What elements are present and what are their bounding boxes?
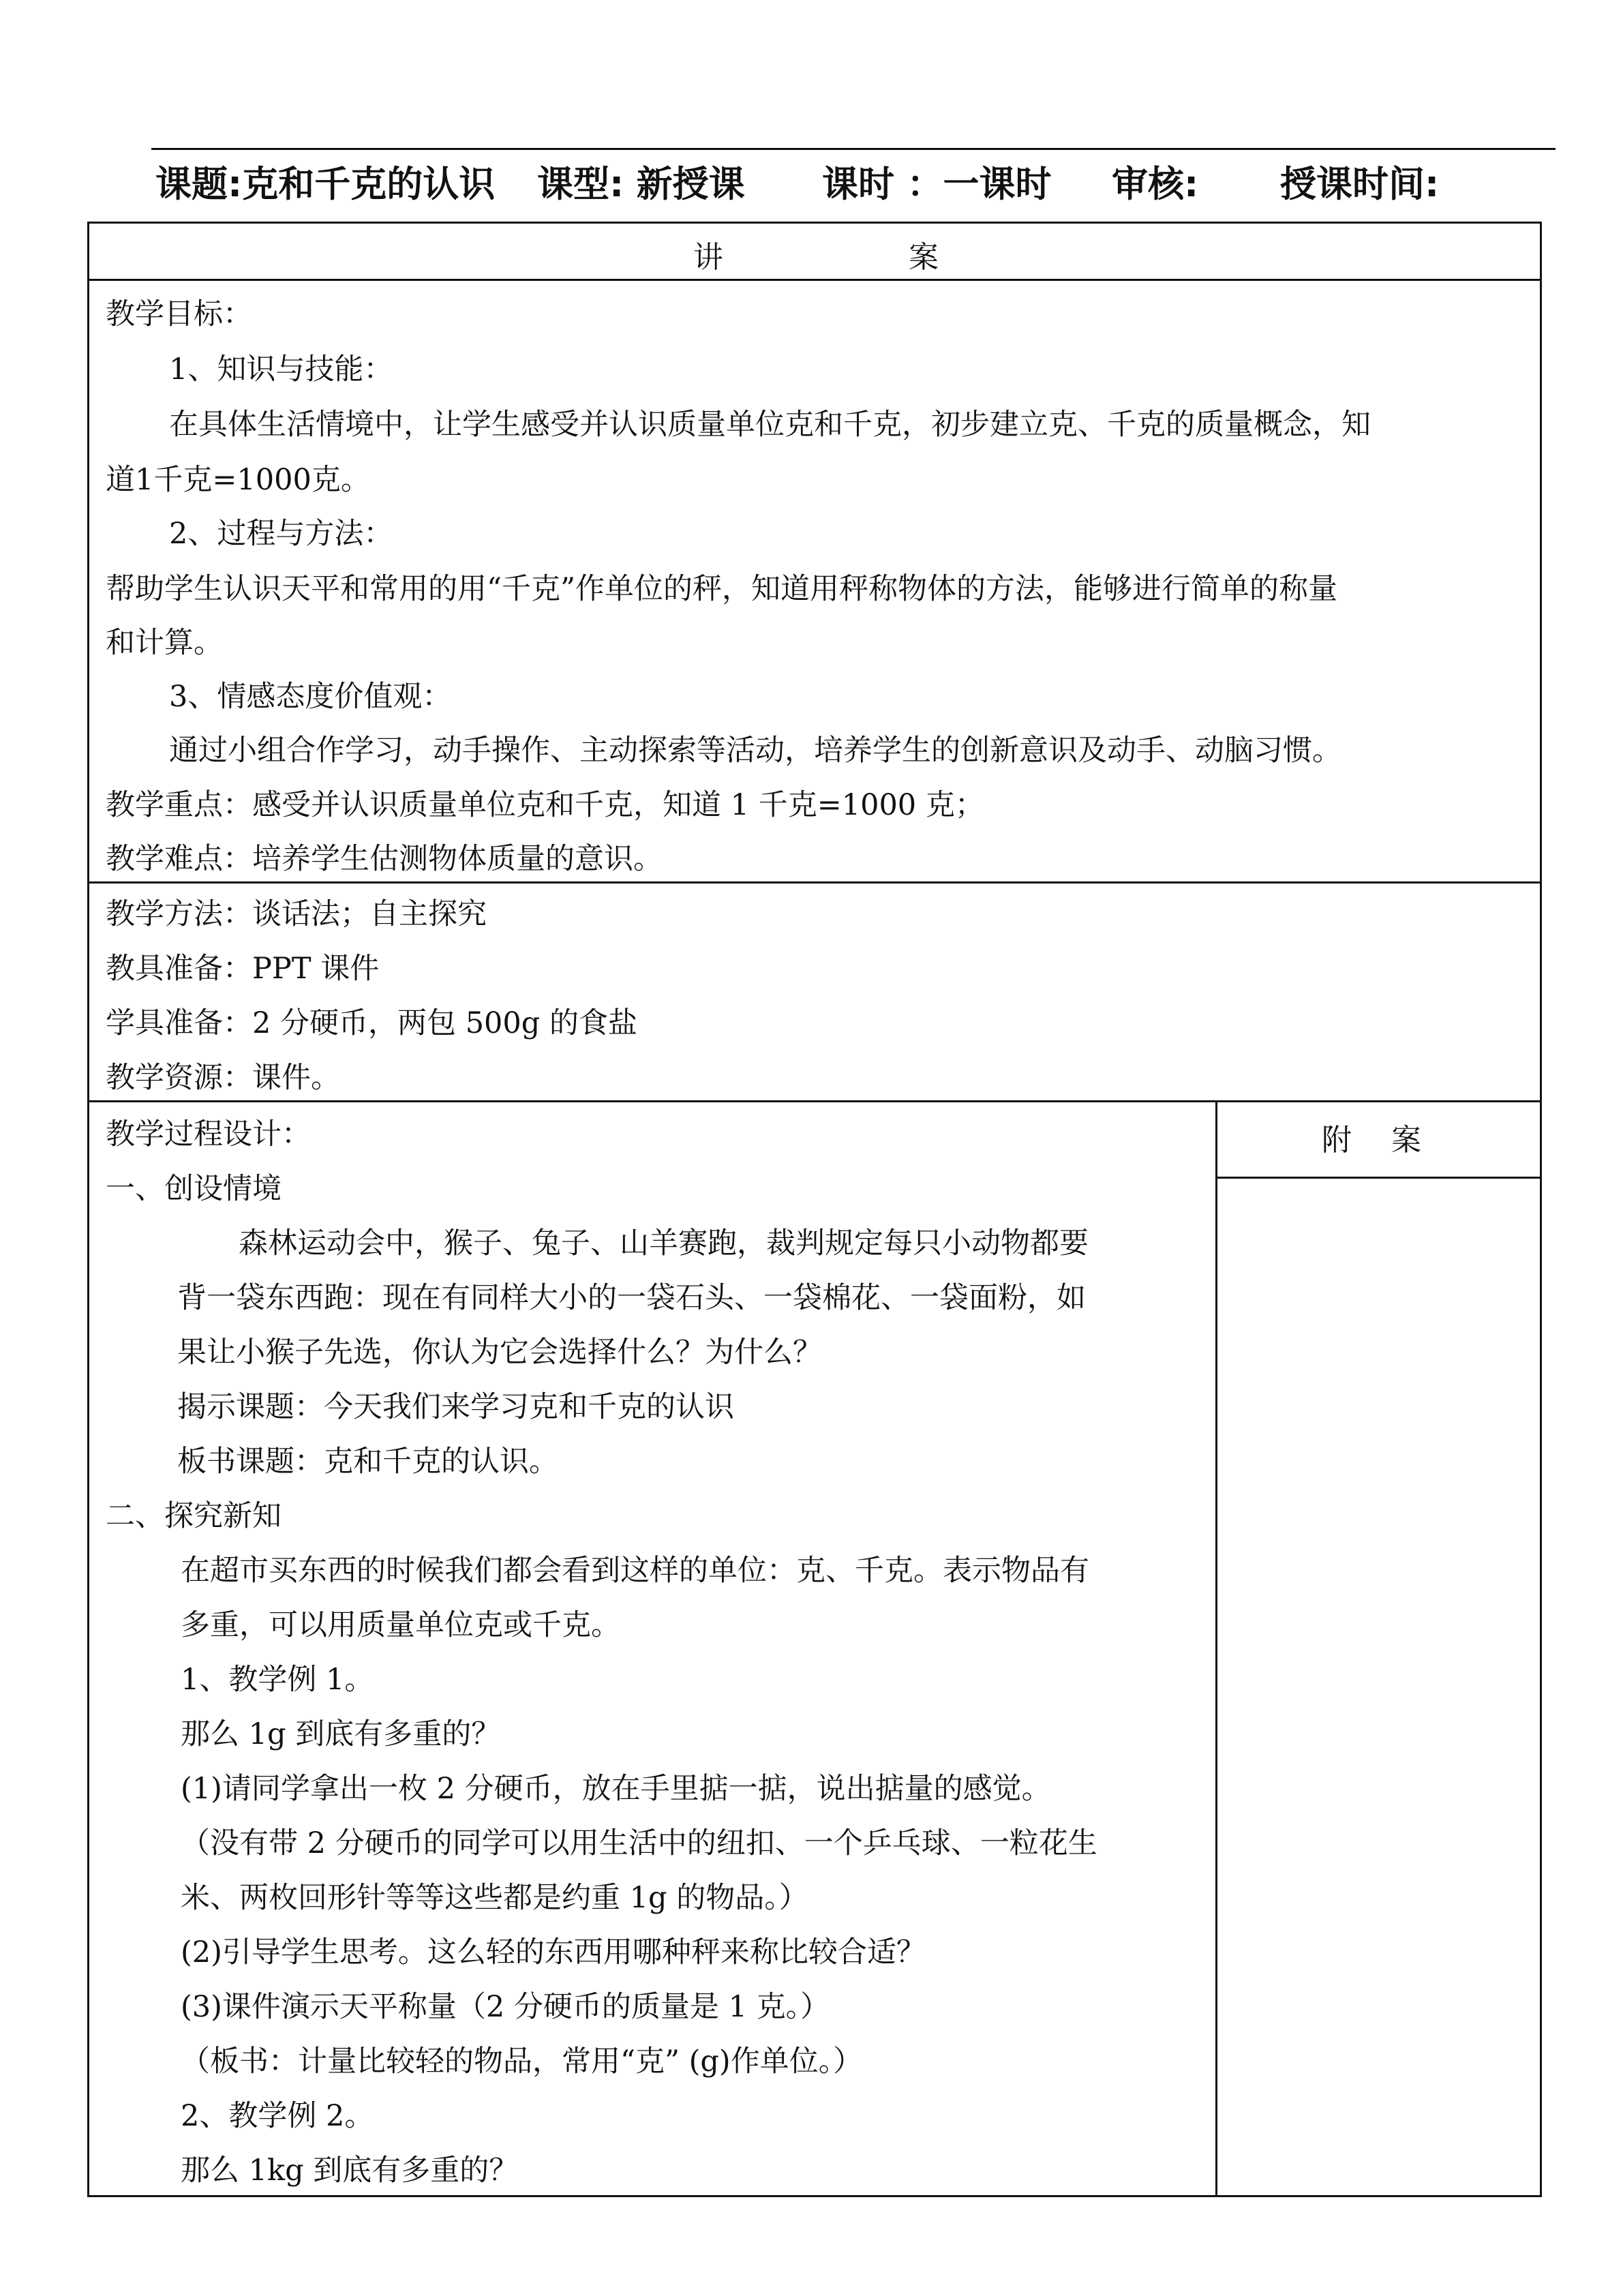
method-line: 教学资源：课件。 [106,1061,340,1095]
process-line: 那么 1g 到底有多重的？ [181,1717,501,1751]
process-line: 背一袋东西跑：现在有同样大小的一袋石头、一袋棉花、一袋面粉，如 [177,1281,1086,1315]
process-line: 那么 1kg 到底有多重的？ [181,2154,519,2188]
table-column-divider [1215,1100,1217,2197]
lesson-period: 课时 ：一课时 [822,164,1052,205]
section-heading: 一、创设情境 [106,1172,282,1206]
lesson-review: 审核: [1112,164,1199,205]
process-line: (3)课件演示天平称量（2 分硬币的质量是 1 克。） [181,1990,830,2024]
process-line: 1、教学例 1。 [181,1663,374,1697]
process-line: 2、教学例 2。 [181,2099,374,2133]
method-line: 教具准备：PPT 课件 [106,952,380,986]
process-line: （没有带 2 分硬币的同学可以用生活中的纽扣、一个乒乓球、一粒花生 [181,1826,1097,1860]
process-line: 多重，可以用质量单位克或千克。 [181,1608,620,1642]
process-line: 在超市买东西的时候我们都会看到这样的单位：克、千克。表示物品有 [181,1554,1089,1588]
process-line: 森林运动会中，猴子、兔子、山羊赛跑，裁判规定每只小动物都要 [239,1226,1089,1260]
lesson-topic: 课题:克和千克的认识 [155,164,496,205]
method-line: 学具准备：2 分硬币，两包 500g 的食盐 [106,1006,637,1040]
process-line: 果让小猴子先选，你认为它会选择什么？为什么？ [177,1335,822,1370]
objective-line: 2、过程与方法： [169,517,393,551]
objective-line: 道1千克=1000克。 [106,463,370,497]
process-heading: 教学过程设计： [106,1117,311,1151]
process-line: (1)请同学拿出一枚 2 分硬币，放在手里掂一掂，说出掂量的感觉。 [181,1772,1051,1806]
process-line: (2)引导学生思考。这么轻的东西用哪种秤来称比较合适？ [181,1935,926,1969]
objective-line: 1、知识与技能： [169,352,393,387]
process-line: （板书：计量比较轻的物品，常用“克” (g)作单位。） [181,2044,863,2079]
objective-line: 帮助学生认识天平和常用的用“千克”作单位的秤，知道用秤称物体的方法，能够进行简单的称量 [106,572,1337,606]
process-line: 板书课题：克和千克的认识。 [177,1445,558,1479]
method-line: 教学方法：谈话法；自主探究 [106,897,487,931]
process-line: 米、两枚回形针等等这些都是约重 1g 的物品。） [181,1881,808,1915]
objectives-heading: 教学目标： [106,297,252,331]
side-column-title: 附 案 [1322,1123,1436,1158]
table-title-right: 案 [909,240,939,275]
header-top-rule [151,148,1556,150]
objective-line: 3、情感态度价值观： [169,680,452,714]
objective-line: 通过小组合作学习，动手操作、主动探索等活动，培养学生的创新意识及动手、动脑习惯。 [169,734,1341,768]
section-heading: 二、探究新知 [106,1499,282,1533]
lesson-type: 课型: 新授课 [537,164,745,205]
table-divider [1215,1177,1542,1179]
process-line: 揭示课题：今天我们来学习克和千克的认识 [177,1390,734,1424]
key-point-line: 教学重点：感受并认识质量单位克和千克，知道 1 千克=1000 克； [106,788,984,822]
table-divider [87,881,1542,883]
table-title-left: 讲 [693,240,723,275]
table-title [89,223,1541,280]
table-divider [87,1100,1542,1102]
lesson-header [155,161,1587,209]
objective-line: 在具体生活情境中，让学生感受并认识质量单位克和千克，初步建立克、千克的质量概念，知 [169,408,1371,442]
lesson-date: 授课时间: [1280,164,1440,205]
difficult-point-line: 教学难点：培养学生估测物体质量的意识。 [106,842,663,876]
objective-line: 和计算。 [106,626,223,660]
